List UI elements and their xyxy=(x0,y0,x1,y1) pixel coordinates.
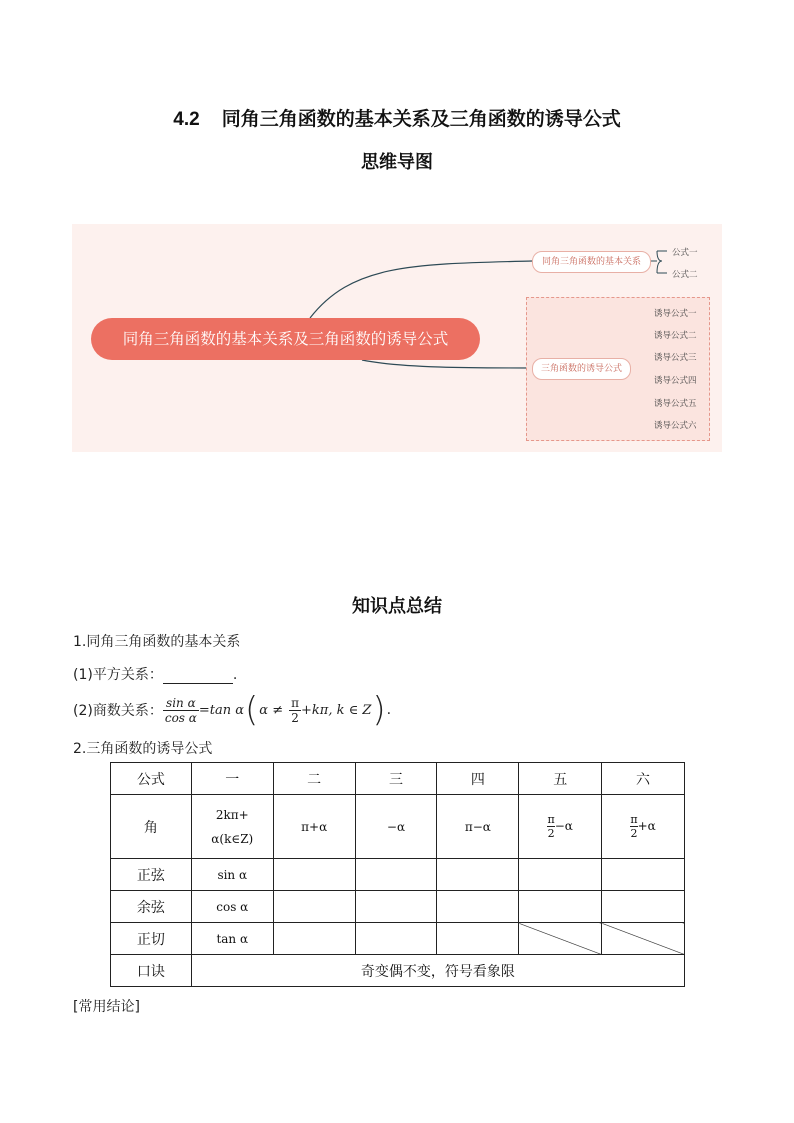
pi-numerator: π xyxy=(630,813,638,826)
header-cell: 四 xyxy=(437,763,519,795)
angle-one-line1: 2kπ+ xyxy=(215,807,249,822)
angle-six-tail: +α xyxy=(637,819,656,833)
header-cell: 一 xyxy=(191,763,273,795)
pi-half-fraction xyxy=(630,813,637,840)
leaf-induction-4: 诱导公式四 xyxy=(654,376,697,386)
tangent-formula-one: tan α xyxy=(191,923,273,955)
mind-map xyxy=(72,224,722,452)
common-conclusions-label: [常用结论] xyxy=(73,999,140,1015)
angle-formula-one xyxy=(191,795,273,859)
empty-cell[interactable] xyxy=(519,859,602,891)
leaf-formula-1: 公式一 xyxy=(672,248,698,258)
induction-formula-table xyxy=(110,762,685,987)
pi-numerator: π xyxy=(547,813,555,826)
table-row-mnemonic xyxy=(111,955,685,987)
two-denominator: 2 xyxy=(291,710,299,725)
table-row-sine xyxy=(111,859,685,891)
pi-numerator: π xyxy=(291,695,299,710)
row-label: 口诀 xyxy=(111,955,192,987)
leaf-induction-2: 诱导公式二 xyxy=(654,331,697,341)
section-number: 4.2 xyxy=(173,109,200,130)
angle-formula-six xyxy=(602,795,685,859)
cosine-formula-one: cos α xyxy=(191,891,273,923)
empty-cell[interactable] xyxy=(437,923,519,955)
pi-half-fraction xyxy=(547,813,554,840)
fraction-denominator: cos α xyxy=(164,710,197,725)
angle-one-line2: α(k∈Z) xyxy=(211,831,254,846)
angle-formula-four: π−α xyxy=(437,795,519,859)
leaf-induction-6: 诱导公式六 xyxy=(654,421,697,431)
empty-cell[interactable] xyxy=(355,891,437,923)
empty-cell[interactable] xyxy=(355,923,437,955)
empty-cell[interactable] xyxy=(437,859,519,891)
leaf-induction-5: 诱导公式五 xyxy=(654,399,697,409)
empty-cell[interactable] xyxy=(273,923,355,955)
item-1-heading: 1.同角三角函数的基本关系 xyxy=(73,634,241,650)
pi-over-two-fraction xyxy=(289,696,301,725)
empty-cell[interactable] xyxy=(273,859,355,891)
central-node: 同角三角函数的基本关系及三角函数的诱导公式 xyxy=(91,318,480,360)
empty-cell[interactable] xyxy=(273,891,355,923)
table-row-cosine xyxy=(111,891,685,923)
two-denominator: 2 xyxy=(630,827,638,840)
header-cell: 五 xyxy=(519,763,602,795)
empty-cell[interactable] xyxy=(355,859,437,891)
empty-cell[interactable] xyxy=(437,891,519,923)
answer-blank[interactable] xyxy=(163,669,233,684)
item-2-heading: 2.三角函数的诱导公式 xyxy=(73,741,213,757)
header-cell: 二 xyxy=(273,763,355,795)
row-label: 余弦 xyxy=(111,891,192,923)
crossed-out-cell xyxy=(519,923,602,955)
section-heading: 知识点总结 xyxy=(352,596,442,617)
tan-expression: =tan α xyxy=(198,702,245,718)
condition-k: +kπ, k ∈ Z xyxy=(301,702,372,718)
sine-formula-one: sin α xyxy=(191,859,273,891)
two-denominator: 2 xyxy=(547,827,555,840)
item-1a-prefix: (1)平方关系： xyxy=(73,667,163,683)
leaf-induction-1: 诱导公式一 xyxy=(654,309,697,319)
empty-cell[interactable] xyxy=(602,859,685,891)
fraction-numerator: sin α xyxy=(163,696,199,711)
page-subtitle: 思维导图 xyxy=(361,152,433,173)
header-cell: 六 xyxy=(602,763,685,795)
row-label: 正弦 xyxy=(111,859,192,891)
angle-formula-three: −α xyxy=(355,795,437,859)
header-cell: 三 xyxy=(355,763,437,795)
branch-basic-relations: 同角三角函数的基本关系 xyxy=(532,251,651,273)
item-1a xyxy=(73,664,237,684)
empty-cell[interactable] xyxy=(519,891,602,923)
angle-formula-five xyxy=(519,795,602,859)
sin-over-cos-fraction xyxy=(163,696,199,725)
condition-alpha: α ≠ xyxy=(259,702,284,718)
angle-formula-two: π+α xyxy=(273,795,355,859)
page-title xyxy=(0,104,794,131)
item-1b-prefix: (2)商数关系： xyxy=(73,703,163,719)
item-1b xyxy=(73,688,391,732)
item-1b-end: . xyxy=(386,702,392,718)
item-1a-suffix: . xyxy=(232,667,238,683)
leaf-induction-3: 诱导公式三 xyxy=(654,353,697,363)
empty-cell[interactable] xyxy=(602,891,685,923)
crossed-out-cell xyxy=(602,923,685,955)
right-paren: ) xyxy=(372,690,386,730)
header-cell: 公式 xyxy=(111,763,192,795)
left-paren: ( xyxy=(245,690,259,730)
table-header-row xyxy=(111,763,685,795)
title-text: 同角三角函数的基本关系及三角函数的诱导公式 xyxy=(221,108,621,130)
angle-five-tail: −α xyxy=(554,819,573,833)
table-row-tangent xyxy=(111,923,685,955)
branch-induction-formulas: 三角函数的诱导公式 xyxy=(532,358,631,380)
row-label: 角 xyxy=(111,795,192,859)
table-row-angle xyxy=(111,795,685,859)
row-label: 正切 xyxy=(111,923,192,955)
mnemonic-text: 奇变偶不变，符号看象限 xyxy=(191,955,684,987)
leaf-formula-2: 公式二 xyxy=(672,270,698,280)
